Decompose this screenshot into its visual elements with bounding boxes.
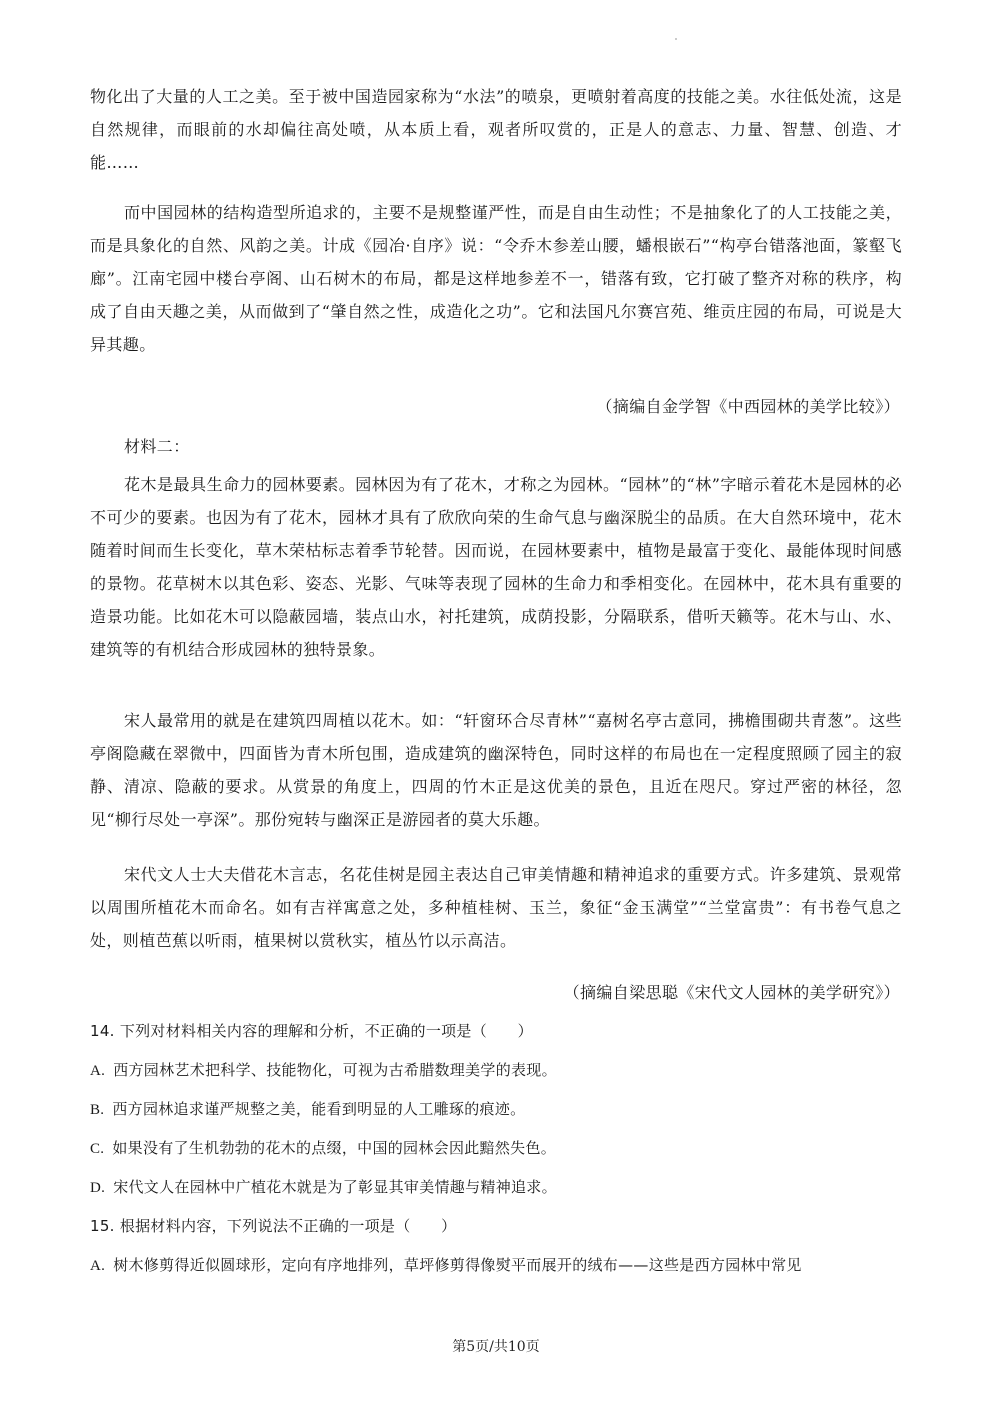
page-number: 第5页/共10页: [452, 1339, 540, 1355]
question-15-stem: 15. 根据材料内容，下列说法不正确的一项是（ ）: [90, 1217, 457, 1235]
material2-paragraph-3: 宋代文人士大夫借花木言志，名花佳树是园主表达自己审美情趣和精神追求的重要方式。许多建筑、景观常以周围所植花木而命名。如有吉祥寓意之处，多种植桂树、玉兰，象征“金玉满堂”“兰堂富贵”：有书卷气息之处，则植芭蕉以听雨，植果树以赏秋实，植丛竹以示高洁。: [90, 865, 902, 950]
material2-heading: 材料二：: [124, 437, 190, 456]
material1-source: （摘编自金学智《中西园林的美学比较》）: [596, 397, 900, 416]
question-14-option-d[interactable]: [90, 1176, 902, 1199]
option-letter: B.: [90, 1102, 105, 1118]
option-text: 西方园林艺术把科学、技能物化，可视为古希腊数理美学的表现。: [113, 1061, 557, 1079]
material1-paragraph-a: 物化出了大量的人工之美。至于被中国造园家称为“水法”的喷泉，更喷射着高度的技能之美。水往低处流，这是自然规律，而眼前的水却偏往高处喷，从本质上看，观者所叹赏的，正是人的意志、力量、智慧、创造、才能……: [90, 87, 902, 172]
question-14-option-a[interactable]: [90, 1059, 902, 1082]
option-text: 西方园林追求谨严规整之美，能看到明显的人工雕琢的痕迹。: [112, 1100, 526, 1118]
material2-source: （摘编自梁思聪《宋代文人园林的美学研究》）: [563, 983, 900, 1002]
material2-paragraph-1: 花木是最具生命力的园林要素。园林因为有了花木，才称之为园林。“园林”的“林”字暗示着花木是园林的必不可少的要素。也因为有了花木，园林才具有了欣欣向荣的生命气息与幽深脱尘的品质。在大自然环境中，花木随着时间而生长变化，草木荣枯标志着季节轮替。因而说，在园林要素中，植物是最富于变化、最能体现时间感的景物。花草树木以其色彩、姿态、光影、气味等表现了园林的生命力和季相变化。在园林中，花木具有重要的造景功能。比如花木可以隐蔽园墙，装点山水，衬托建筑，成荫投影，分隔联系，借听天籁等。花木与山、水、建筑等的有机结合形成园林的独特景象。: [90, 475, 902, 659]
option-text: 如果没有了生机勃勃的花木的点缀，中国的园林会因此黯然失色。: [112, 1139, 557, 1157]
question-14-option-b[interactable]: [90, 1098, 902, 1121]
material2-paragraph-2: 宋人最常用的就是在建筑四周植以花木。如：“轩窗环合尽青林”“嘉树名亭古意同，拂檐围砌共青葱”。这些亭阁隐藏在翠微中，四面皆为青木所包围，造成建筑的幽深特色，同时这样的布局也在一定程度照顾了园主的寂静、清凉、隐蔽的要求。从赏景的角度上，四周的竹木正是这优美的景色，且近在咫尺。穿过严密的林径，忽见“柳行尽处一亭深”。那份宛转与幽深正是游园者的莫大乐趣。: [90, 711, 902, 829]
option-text: 树木修剪得近似圆球形，定向有序地排列，草坪修剪得像熨平而展开的绒布——这些是西方园林中常见: [113, 1256, 802, 1274]
question-14-option-c[interactable]: [90, 1137, 902, 1160]
option-letter: A.: [90, 1063, 106, 1079]
scan-speck: [675, 38, 677, 40]
material1-paragraph-b: 而中国园林的结构造型所追求的，主要不是规整谨严性，而是自由生动性；不是抽象化了的人工技能之美，而是具象化的自然、风韵之美。计成《园冶·自序》说：“令乔木参差山腰，蟠根嵌石”“构亭台错落池面，篆壑飞廊”。江南宅园中楼台亭阁、山石树木的布局，都是这样地参差不一，错落有致，它打破了整齐对称的秩序，构成了自由天趣之美，从而做到了“肇自然之性，成造化之功”。它和法国凡尔赛宫苑、维贡庄园的布局，可说是大异其趣。: [90, 203, 902, 354]
question-15-option-a[interactable]: [90, 1254, 902, 1277]
option-letter: D.: [90, 1180, 106, 1196]
option-letter: C.: [90, 1141, 105, 1157]
option-text: 宋代文人在园林中广植花木就是为了彰显其审美情趣与精神追求。: [113, 1178, 557, 1196]
question-14-stem: 14. 下列对材料相关内容的理解和分析，不正确的一项是（ ）: [90, 1022, 533, 1040]
option-letter: A.: [90, 1258, 106, 1274]
